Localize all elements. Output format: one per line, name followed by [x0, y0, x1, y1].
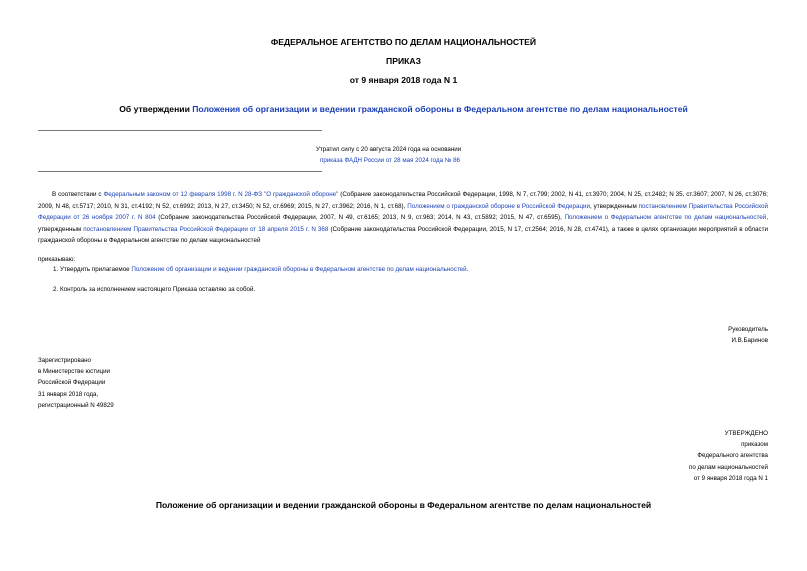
registration-block [38, 355, 238, 411]
order-item-2: 2. Контроль за исполнением настоящего Приказа оставляю за собой. [53, 286, 256, 293]
order-title [0, 104, 807, 114]
approved-line: по делам национальностей [689, 463, 768, 471]
doc-type: ПРИКАЗ [386, 56, 421, 66]
approved-line: УТВЕРЖДЕНО [724, 430, 768, 437]
law-link[interactable]: Федеральным законом от 12 февраля 1998 г. N 28-ФЗ "О гражданской обороне" [103, 191, 339, 198]
order-title-prefix: Об утверждении [119, 104, 193, 114]
preamble-text: (Собрание законодательства Российской Федерации, 2007, N 49, ст.6165; 2013, N 9, ст.963; 2014, N 43, ст.5892; 2015, N 47, ст.6595), [155, 214, 565, 221]
order-item-text: . [466, 266, 469, 273]
decree-804-link[interactable]: постановлением Правительства Российской Федерации от 26 ноября 2007 г. N 804 [38, 202, 768, 221]
registration-line: Зарегистрировано [38, 357, 91, 364]
preamble-text: В соответствии с [52, 191, 104, 198]
appendix-title: Положение об организации и ведении гражданской обороны в Федеральном агентстве по делам национальностей [155, 500, 652, 510]
appendix-regulation-link[interactable]: Положение об организации и ведении гражданской обороны в Федеральном агентстве по делам национальностей [131, 266, 467, 273]
approved-line: приказом [741, 441, 768, 449]
preamble-text: , утвержденным [38, 214, 768, 233]
order-item-1 [53, 264, 768, 276]
preamble-text: , утвержденным [590, 202, 639, 210]
approved-line: Федерального агентства [697, 452, 768, 460]
doc-date-number: от 9 января 2018 года N 1 [349, 75, 458, 85]
order-title-link[interactable]: Положения об организации и ведении гражданской обороны в Федеральном агентстве по делам национальностей [192, 104, 688, 114]
registration-line: в Министерстве юстиции [38, 368, 111, 376]
agency-regulation-link[interactable]: Положением о Федеральном агентстве по делам национальностей [564, 214, 767, 221]
approved-line: от 9 января 2018 года N 1 [693, 474, 768, 482]
prikazyvayu: приказываю: [38, 256, 76, 263]
decree-368-link[interactable]: постановлением Правительства Российской Федерации от 18 апреля 2015 г. N 368 [83, 225, 329, 233]
registration-line: регистрационный N 49829 [38, 401, 114, 409]
divider-top [38, 130, 322, 131]
signature-block [560, 324, 768, 346]
status-note-line: Утратил силу с 20 августа 2024 года на основании [316, 146, 462, 153]
signatory-name: И.В.Баринов [731, 337, 768, 345]
registration-line: Российской Федерации [38, 379, 106, 387]
status-note [316, 144, 496, 166]
preamble-text: (Собрание законодательства Российской Федерации, 2015, N 17, ст.2564; 2016, N 28, ст.4741), а также в целях организации мероприятий в области гражданской обороны в Федеральном агентстве по делам национальностей [38, 225, 769, 244]
preamble-text: (Собрание законодательства Российской Федерации, 1998, N 7, ст.799; 2002, N 41, ст.3970; 2004, N 25, ст.2482; N 35, ст.3607; 2007, N 26, ст.3076; 2009, N 48, ст.5717; 2010, N 31, ст.4192; N 52, ст.6992; 2013, N 27, ст.3450; N 52, ст.6969; 2015, N 27, ст.3962; 2016, N 1, ст.68), [38, 191, 768, 210]
repeal-order-link[interactable]: приказа ФАДН России от 28 мая 2024 года № 86 [320, 157, 460, 165]
divider-bottom [38, 171, 322, 172]
civil-defense-regulation-link[interactable]: Положением о гражданской обороне в Российской Федерации [407, 202, 591, 210]
order-item-text: 1. Утвердить прилагаемое [53, 266, 132, 273]
approved-block [560, 428, 768, 484]
signatory-role: Руководитель [728, 326, 768, 333]
agency-title: ФЕДЕРАЛЬНОЕ АГЕНТСТВО ПО ДЕЛАМ НАЦИОНАЛЬНОСТЕЙ [270, 37, 537, 47]
registration-line: 31 января 2018 года, [38, 390, 99, 398]
preamble-paragraph [38, 189, 768, 247]
